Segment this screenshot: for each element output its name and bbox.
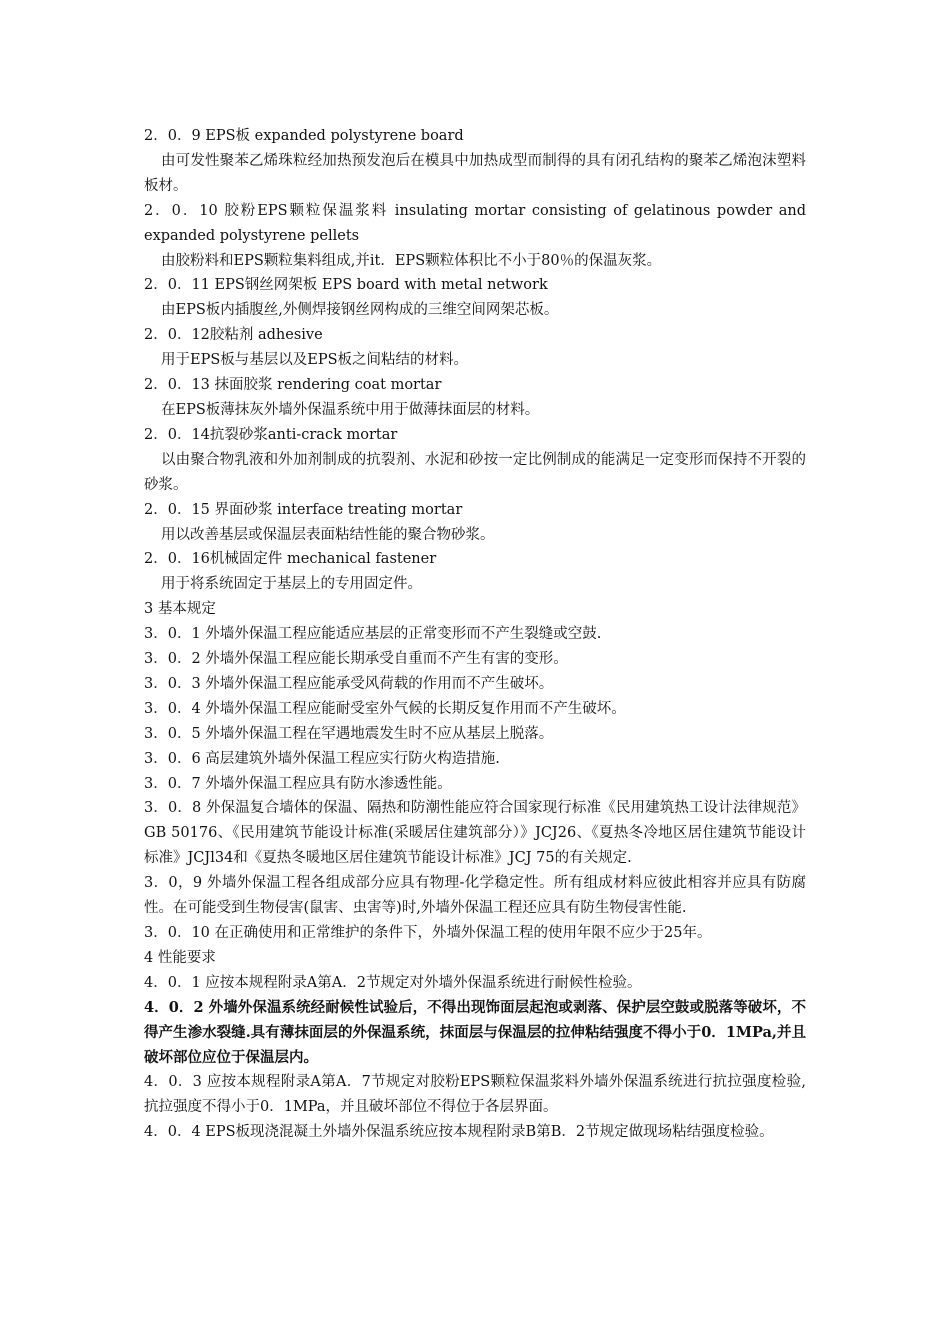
clause-3-0-1: 3．0．1 外墙外保温工程应能适应基层的正常变形而不产生裂缝或空鼓. (144, 626, 602, 643)
clause-2-0-16-title: 2．0．16机械固定件 mechanical fastener (144, 551, 437, 568)
clause-2-0-15-body: 用以改善基层或保温层表面粘结性能的聚合物砂浆。 (161, 526, 495, 543)
clause-2-0-9-body: 由可发性聚苯乙烯珠粒经加热预发泡后在模具中加热成型而制得的具有闭孔结构的聚苯乙烯泡沫塑料板材。 (144, 152, 806, 194)
section-4-heading: 4 性能要求 (144, 949, 216, 966)
clause-2-0-11-title: 2．0．11 EPS钢丝网架板 EPS board with metal network (144, 277, 548, 294)
clause-4-0-2: 4．0．2 外墙外保温系统经耐候性试验后，不得出现饰面层起泡或剥落、保护层空鼓或脱落等破坏，不得产生渗水裂缝.具有薄抹面层的外保温系统，抹面层与保温层的拉伸粘结强度不得小于0．1MPa,并且破坏部位应位于保温层内。 (144, 998, 806, 1066)
clause-3-0-3: 3．0．3 外墙外保温工程应能承受风荷载的作用而不产生破坏。 (144, 675, 554, 692)
clause-2-0-14-body: 以由聚合物乳液和外加剂制成的抗裂剂、水泥和砂按一定比例制成的能满足一定变形而保持不开裂的砂浆。 (144, 451, 806, 493)
clause-2-0-16-body: 用于将系统固定于基层上的专用固定件。 (161, 576, 422, 593)
clause-3-0-7: 3．0．7 外墙外保温工程应具有防水渗透性能。 (144, 775, 452, 792)
clause-3-0-2: 3．0．2 外墙外保温工程应能长期承受自重而不产生有害的变形。 (144, 651, 568, 668)
clause-2-0-14-title: 2．0．14抗裂砂浆anti-crack mortar (144, 426, 398, 443)
clause-2-0-12-title: 2．0．12胶粘剂 adhesive (144, 327, 323, 344)
clause-2-0-13-body: 在EPS板薄抹灰外墙外保温系统中用于做薄抹面层的材料。 (161, 401, 540, 418)
clause-2-0-11-body: 由EPS板内插腹丝,外侧焊接钢丝网构成的三维空间网架芯板。 (161, 302, 559, 319)
clause-2-0-12-body: 用于EPS板与基层以及EPS板之间粘结的材料。 (161, 352, 469, 369)
clause-3-0-9: 3．0，9 外墙外保温工程各组成部分应具有物理-化学稳定性。所有组成材料应彼此相容并应具有防腐性。在可能受到生物侵害(鼠害、虫害等)时,外墙外保温工程还应具有防生物侵害性能. (144, 875, 806, 917)
clause-2-0-9-title: 2．0．9 EPS板 expanded polystyrene board (144, 128, 464, 144)
clause-3-0-8: 3．0．8 外保温复合墙体的保温、隔热和防潮性能应符合国家现行标准《民用建筑热工设计法律规范》GB 50176、《民用建筑节能设计标准(采暖居住建筑部分）》JCJ26、《夏热冬冷地区居住建筑节能设计标准》JCJl34和《夏热冬暖地区居住建筑节能设计标准》JCJ 75的有关规定. (144, 800, 806, 867)
clause-2-0-15-title: 2．0．15 界面砂浆 interface treating mortar (144, 501, 463, 518)
clause-2-0-10-body: 由胶粉料和EPS颗粒集料组成,并it．EPS颗粒体积比不小于80％的保温灰浆。 (161, 252, 662, 269)
clause-4-0-4: 4．0．4 EPS板现浇混凝土外墙外保温系统应按本规程附录B第B．2节规定做现场粘结强度检验。 (144, 1124, 774, 1141)
clause-2-0-10-title: 2．0．10 胶粉EPS颗粒保温浆料 insulating mortar consisting of gelatinous powder and expanded polystyrene pellets (144, 202, 806, 244)
clause-3-0-6: 3．0．6 高层建筑外墙外保温工程应实行防火构造措施. (144, 750, 500, 767)
document-body (144, 124, 806, 1145)
clause-3-0-5: 3．0．5 外墙外保温工程在罕遇地震发生时不应从基层上脱落。 (144, 725, 554, 742)
clause-4-0-3: 4．0．3 应按本规程附录A第A．7节规定对胶粉EPS颗粒保温浆料外墙外保温系统进行抗拉强度检验,抗拉强度不得小于0．1MPa，并且破坏部位不得位于各层界面。 (144, 1074, 806, 1116)
clause-3-0-10: 3．0．10 在正确使用和正常维护的条件下，外墙外保温工程的使用年限不应少于25年。 (144, 925, 712, 941)
clause-3-0-4: 3．0．4 外墙外保温工程应能耐受室外气候的长期反复作用而不产生破坏。 (144, 700, 626, 717)
clause-4-0-1: 4．0．1 应按本规程附录A第A．2节规定对外墙外保温系统进行耐候性检验。 (144, 974, 642, 991)
clause-2-0-13-title: 2．0．13 抹面胶浆 rendering coat mortar (144, 377, 442, 394)
section-3-heading: 3 基本规定 (144, 601, 216, 618)
